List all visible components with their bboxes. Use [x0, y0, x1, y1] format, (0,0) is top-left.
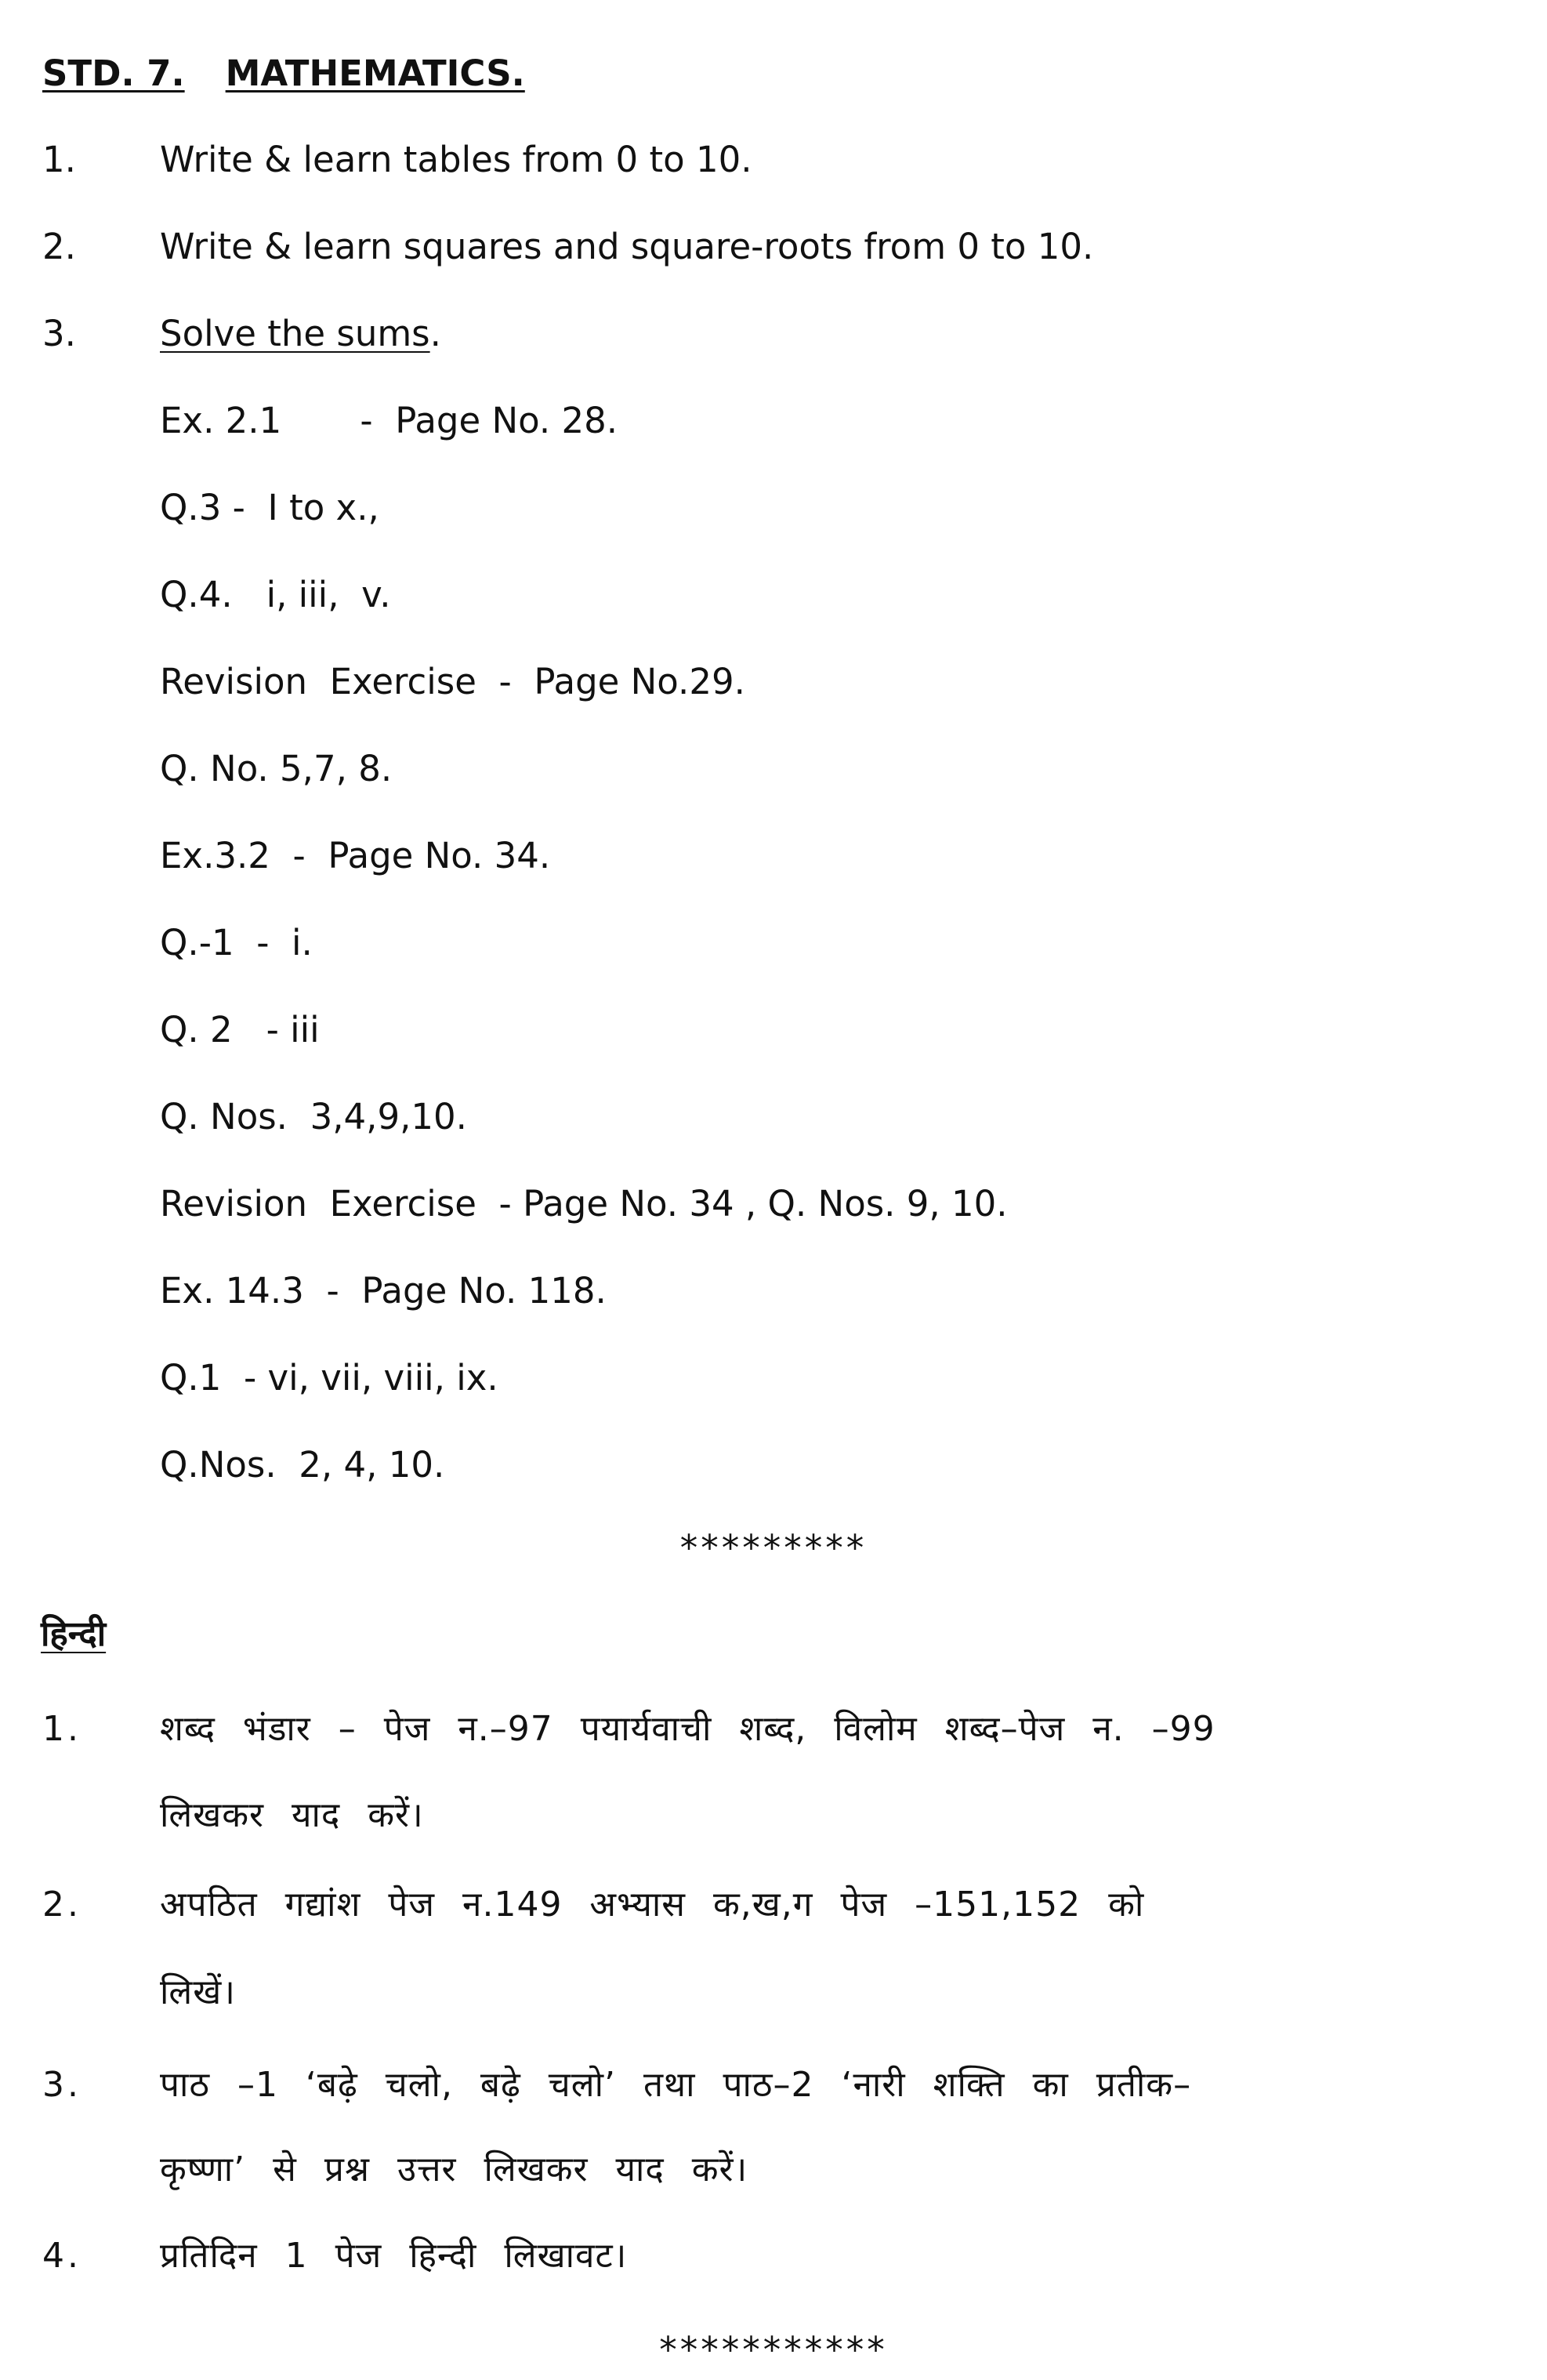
- sum-line: Q.3 - I to x.,: [160, 487, 379, 528]
- item-number: 3.: [42, 2065, 82, 2105]
- hindi-item-2: [0, 1866, 1547, 1944]
- sum-line: Q.4. i, iii, v.: [160, 574, 391, 615]
- hindi-separator: ***********: [659, 2329, 888, 2371]
- item-text: Write & learn tables from 0 to 10.: [160, 139, 752, 180]
- subject-label: MATHEMATICS.: [225, 53, 525, 94]
- item-text: प्रतिदिन 1 पेज हिन्दी लिखावट।: [160, 2236, 628, 2276]
- sum-line: Revision Exercise - Page No.29.: [160, 661, 745, 702]
- math-item-2: [0, 219, 1547, 275]
- item-number: 3.: [42, 313, 76, 354]
- item-text: Write & learn squares and square-roots from 0 to 10.: [160, 226, 1094, 267]
- item-number: 2.: [42, 1885, 82, 1925]
- hindi-title: हिन्दी: [41, 1614, 107, 1654]
- sum-line: Q.Nos. 2, 4, 10.: [160, 1444, 445, 1486]
- math-item-3: [0, 306, 1547, 362]
- item-number: 4.: [42, 2236, 82, 2276]
- sum-line: Ex.3.2 - Page No. 34.: [160, 835, 551, 876]
- hindi-item-3-cont: [0, 2131, 1547, 2209]
- std-label: STD. 7.: [42, 53, 185, 94]
- math-item-1: [0, 132, 1547, 188]
- item-text-wrap: [160, 306, 441, 362]
- hindi-item-3: [0, 2046, 1547, 2124]
- sum-line: Q. 2 - iii: [160, 1009, 320, 1050]
- item-text: शब्द भंडार – पेज न.–97 पयार्यवाची शब्द, विलोम शब्द–पेज न. –99: [160, 1709, 1216, 1749]
- math-separator: *********: [679, 1527, 868, 1569]
- item-text: लिखकर याद करें।: [160, 1795, 424, 1835]
- item-text: अपठित गद्यांश पेज न.149 अभ्यास क,ख,ग पेज –151,152 को: [160, 1885, 1145, 1925]
- sum-line: Revision Exercise - Page No. 34 , Q. Nos. 9, 10.: [160, 1183, 1008, 1224]
- hindi-item-1-cont: [0, 1776, 1547, 1855]
- hindi-item-2-cont: [0, 1954, 1547, 2032]
- item-text: कृष्णा’ से प्रश्न उत्तर लिखकर याद करें।: [160, 2150, 748, 2190]
- sum-line: Q.-1 - i.: [160, 922, 313, 963]
- item-number: 2.: [42, 226, 76, 267]
- sum-line: Q. No. 5,7, 8.: [160, 748, 393, 789]
- item-text: लिखें।: [160, 1972, 236, 2012]
- sum-line: Q.1 - vi, vii, viii, ix.: [160, 1357, 498, 1399]
- item-text: पाठ –1 ‘बढ़े चलो, बढ़े चलो’ तथा पाठ–2 ‘नारी शक्ति का प्रतीक–: [160, 2065, 1192, 2105]
- hindi-item-1: [0, 1690, 1547, 1769]
- item-text: Solve the sums: [160, 313, 430, 354]
- item-number: 1.: [42, 1709, 82, 1749]
- sum-line: Ex. 2.1 - Page No. 28.: [160, 400, 618, 441]
- sum-line: Q. Nos. 3,4,9,10.: [160, 1096, 467, 1137]
- hindi-item-4: [0, 2217, 1547, 2295]
- sum-line: Ex. 14.3 - Page No. 118.: [160, 1270, 607, 1312]
- item-number: 1.: [42, 139, 76, 180]
- math-heading: [42, 45, 525, 102]
- item-suffix: .: [429, 313, 441, 354]
